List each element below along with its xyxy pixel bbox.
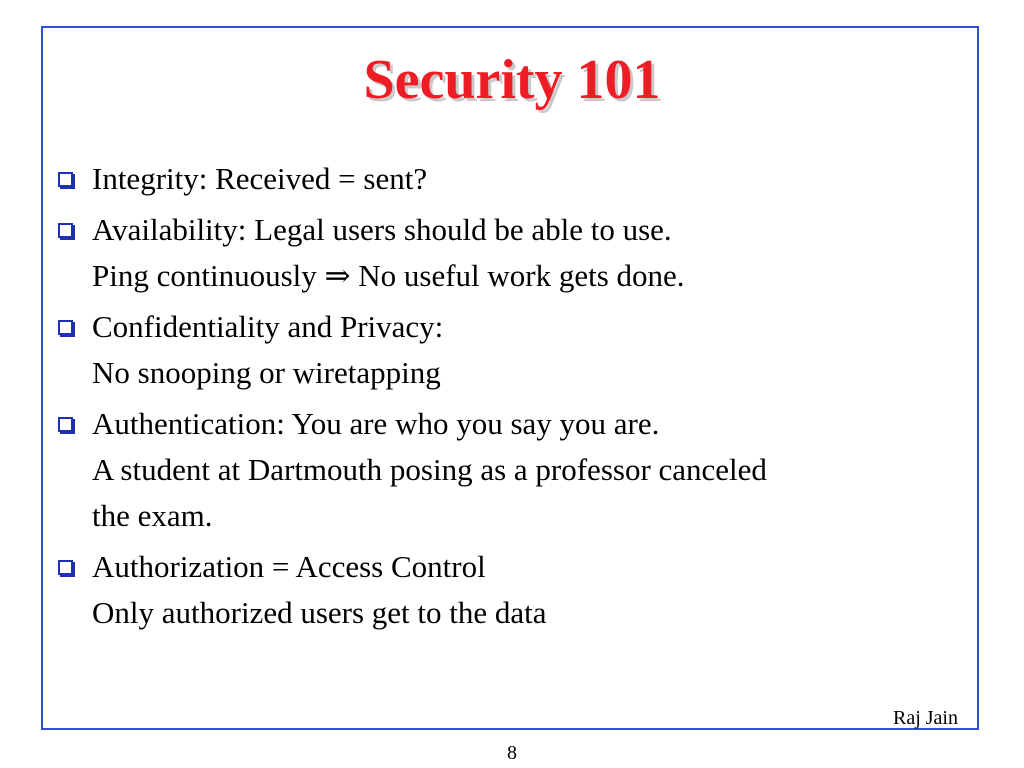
page-number: 8 [507,742,517,764]
bullet-item-authorization [56,544,966,636]
author-footer: Raj Jain [893,707,958,729]
bullet-text: Confidentiality and Privacy: [92,309,444,344]
bullet-text: Ping continuously ⇒ No useful work gets done. [92,258,685,293]
square-bullet-icon [58,560,73,575]
bullet-item-integrity [56,156,966,202]
square-bullet-icon [58,223,73,238]
bullet-text: Only authorized users get to the data [92,595,547,630]
bullet-text: A student at Dartmouth posing as a professor canceled [92,452,767,487]
square-bullet-icon [58,320,73,335]
bullet-item-confidentiality [56,304,966,396]
bullet-text: Availability: Legal users should be able to use. [92,212,672,247]
square-bullet-icon [58,172,73,187]
square-bullet-icon [58,417,73,432]
bullet-item-availability [56,207,966,299]
bullet-text: Integrity: Received = sent? [92,161,428,196]
bullet-item-authentication [56,401,966,539]
bullet-text: Authentication: You are who you say you are. [92,406,660,441]
bullet-list [56,156,966,641]
slide-title: Security 101 [363,49,661,111]
bullet-text: the exam. [92,498,213,533]
bullet-text: Authorization = Access Control [92,549,486,584]
bullet-text: No snooping or wiretapping [92,355,441,390]
